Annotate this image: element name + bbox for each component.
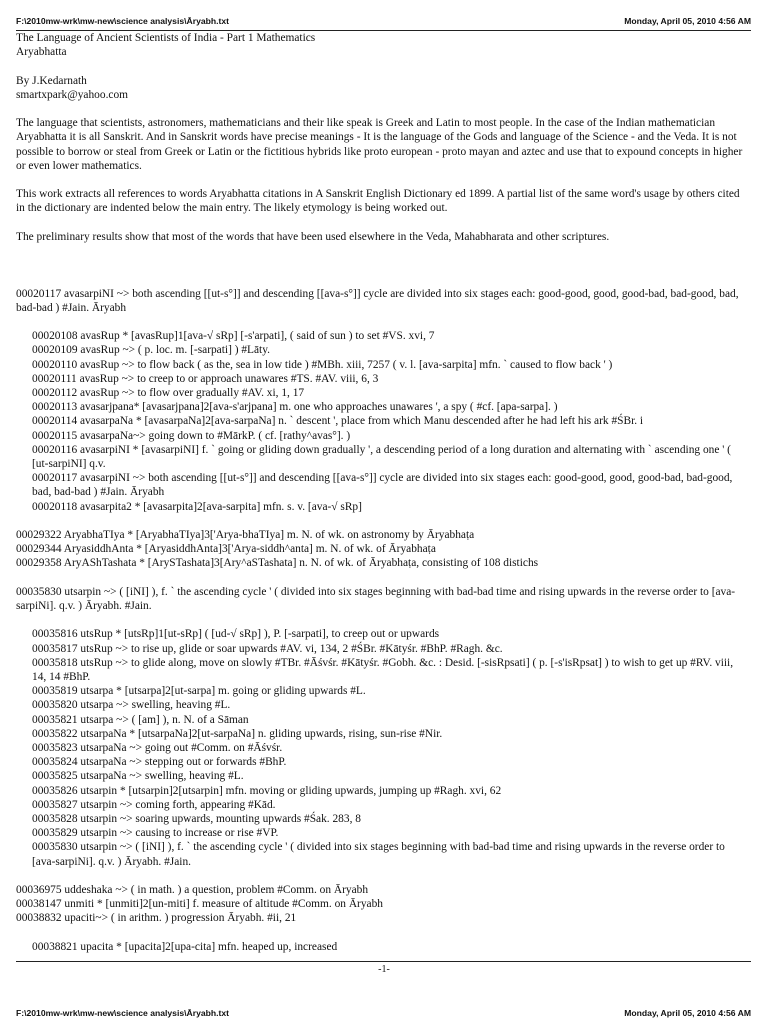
footer-rule	[16, 961, 751, 962]
dictionary-subentry: 00035822 utsarpaNa * [utsarpaNa]2[ut-sarpaNa] n. gliding upwards, rising, sun-rise #Nir.	[32, 727, 443, 740]
dictionary-subentry: 00035821 utsarpa ~> ( [am] ), n. N. of a Sāman	[32, 713, 249, 726]
intro-paragraph: The language that scientists, astronomers, mathematicians and their like speak is Greek and Latin to most people. In the case of the Indian mathematician Aryabhatta it is all Sanskrit. And in Sanskrit words have precise meanings - It is the language of the Gods and language of the Science - and the Veda. It is not possible to borrow or steal from Greek or Latin or the fictitious hybrids like proto european - proto mayan and aztec and use that to expound concepts in higher or even lower mathematics.	[16, 117, 746, 172]
dictionary-subentry: 00020111 avasRup ~> to creep to or approach unawares #TS. #AV. viii, 6, 3	[32, 372, 379, 385]
doc-title: The Language of Ancient Scientists of India - Part 1 Mathematics	[16, 32, 316, 44]
document-body	[16, 31, 750, 954]
dictionary-entry: 00029344 AryasiddhAnta * [AryasiddhAnta]3['Arya-siddh^anta] m. N. of wk. of Āryabhaṭa	[16, 543, 436, 556]
dictionary-subentry: 00020116 avasarpiNI * [avasarpiNI] f. ` going or gliding down gradually ', a descending period of a long duration and alternating with ` ascending one ' ( [ut-sarpiNI] q.v.	[32, 443, 734, 470]
dictionary-subentry: 00035820 utsarpa ~> swelling, heaving #L.	[32, 699, 231, 712]
dictionary-subentry: 00020114 avasarpaNa * [avasarpaNa]2[ava-sarpaNa] n. ` descent ', place from which Manu descended after he had left his ark #ŚBr. i	[32, 415, 644, 428]
main-entry: 00020117 avasarpiNI ~> both ascending [[ut-s°]] and descending [[ava-s°]] cycle are divided into six stages each: good-good, good, good-bad, bad-good, bad, bad-bad ) #Jain. Āryabh	[16, 287, 742, 314]
dictionary-subentry: 00035819 utsarpa * [utsarpa]2[ut-sarpa] m. going or gliding upwards #L.	[32, 685, 366, 698]
dictionary-entry: 00029358 AryAShTashata * [ArySTashata]3[Ary^aSTashata] n. N. of wk. of Āryabhaṭa, consisting of 108 distichs	[16, 557, 539, 570]
dictionary-subentry: 00020118 avasarpita2 * [avasarpita]2[ava-sarpita] mfn. s. v. [ava-√ sRp]	[32, 500, 362, 513]
dictionary-subentry: 00020108 avasRup * [avasRup]1[ava-√ sRp] [-s'arpati], ( said of sun ) to set #VS. xvi, 7	[32, 330, 435, 343]
method-paragraph: This work extracts all references to words Aryabhatta citations in A Sanskrit English Dictionary ed 1899. A partial list of the same word's usage by others cited in the dictionary are indented below the main entry. The likely etymology is being worked out.	[16, 188, 743, 215]
dictionary-subentry: 00035825 utsarpaNa ~> swelling, heaving #L.	[32, 770, 244, 783]
dictionary-subentry: 00035816 utsRup * [utsRp]1[ut-sRp] ( [ud-√ sRp] ), P. [-sarpati], to creep out or upwards	[32, 628, 440, 641]
dictionary-subentry: 00035824 utsarpaNa ~> stepping out or forwards #BhP.	[32, 756, 287, 769]
dictionary-subentry: 00020115 avasarpaNa~> going down to #MārkP. ( cf. [rathy^avas°]. )	[32, 429, 351, 442]
dictionary-subentry: 00038821 upacita * [upacita]2[upa-cita] mfn. heaped up, increased	[32, 940, 338, 953]
dictionary-subentry: 00035830 utsarpin ~> ( [iNI] ), f. ` the ascending cycle ' ( divided into six stages beginning with bad-bad time and rising upwards in the reverse order to [ava-sarpiNi]. q.v. ) Āryabh. #Jain.	[32, 841, 728, 868]
page-header	[16, 14, 751, 28]
dictionary-subentry: 00035826 utsarpin * [utsarpin]2[utsarpin] mfn. moving or gliding upwards, jumping up #Ragh. xvi, 62	[32, 784, 502, 797]
results-paragraph: The preliminary results show that most of the words that have been used elsewhere in the Veda, Mahabharata and other scriptures.	[16, 230, 610, 243]
dictionary-entry: 00038147 unmiti * [unmiti]2[un-miti] f. measure of altitude #Comm. on Āryabh	[16, 898, 383, 911]
dictionary-entry: 00036975 uddeshaka ~> ( in math. ) a question, problem #Comm. on Āryabh	[16, 884, 369, 897]
footer-file-path: F:\2010mw-wrk\mw-new\science analysis\Āryabh.txt	[16, 1008, 230, 1018]
dictionary-subentry: 00020113 avasarjpana* [avasarjpana]2[ava-s'arjpana] m. one who approaches unawares ', a spy ( #cf. [apa-sarpa]. )	[32, 401, 558, 414]
header-date: Monday, April 05, 2010 4:56 AM	[624, 16, 751, 26]
doc-author: By J.Kedarnath	[16, 74, 87, 87]
dictionary-entry: 00029322 AryabhaTIya * [AryabhaTIya]3['Arya-bhaTIya] m. N. of wk. on astronomy by Āryabhaṭa	[16, 528, 475, 541]
header-file-path: F:\2010mw-wrk\mw-new\science analysis\Āryabh.txt	[16, 16, 230, 26]
footer-date: Monday, April 05, 2010 4:56 AM	[624, 1008, 751, 1018]
dictionary-subentry: 00035829 utsarpin ~> causing to increase or rise #VP.	[32, 827, 279, 840]
doc-subtitle: Aryabhatta	[16, 46, 67, 59]
dictionary-subentry: 00035818 utsRup ~> to glide along, move on slowly #TBr. #Āśvśr. #Kātyśr. #Gobh. &c. : Desid. [-sisRpsati] ( p. [-s'isRpsat] ) to wish to get up #RV. viii, 14, 14 #BhP.	[32, 656, 736, 683]
dictionary-subentry: 00020110 avasRup ~> to flow back ( as the, sea in low tide ) #MBh. xiii, 7257 ( v. l. [ava-sarpita] mfn. ` caused to flow back ' )	[32, 358, 613, 371]
dictionary-subentry: 00020109 avasRup ~> ( p. loc. m. [-sarpati] ) #Lāty.	[32, 344, 271, 357]
page-footer	[16, 1006, 751, 1020]
dictionary-subentry: 00035828 utsarpin ~> soaring upwards, mounting upwards #Śak. 283, 8	[32, 813, 361, 826]
dictionary-subentry: 00035823 utsarpaNa ~> going out #Comm. on #Āśvśr.	[32, 742, 283, 754]
main-entry: 00035830 utsarpin ~> ( [iNI] ), f. ` the ascending cycle ' ( divided into six stages beginning with bad-bad time and rising upwards in the reverse order to [ava-sarpiNi]. q.v. ) Āryabh. #Jain.	[16, 585, 736, 612]
dictionary-subentry: 00035827 utsarpin ~> coming forth, appearing #Kād.	[32, 798, 276, 811]
dictionary-subentry: 00020112 avasRup ~> to flow over gradually #AV. xi, 1, 17	[32, 386, 305, 399]
doc-email: smartxpark@yahoo.com	[16, 88, 129, 101]
dictionary-entry: 00038832 upaciti~> ( in arithm. ) progression Āryabh. #ii, 21	[16, 912, 297, 925]
page-number: -1-	[378, 964, 390, 975]
dictionary-subentry: 00035817 utsRup ~> to rise up, glide or soar upwards #AV. vi, 134, 2 #ŚBr. #Kātyśr. #BhP. #Ragh. &c.	[32, 642, 503, 655]
dictionary-subentry: 00020117 avasarpiNI ~> both ascending [[ut-s°]] and descending [[ava-s°]] cycle are divided into six stages each: good-good, good, good-bad, bad-good, bad, bad-bad ) #Jain. Āryabh	[32, 472, 736, 499]
